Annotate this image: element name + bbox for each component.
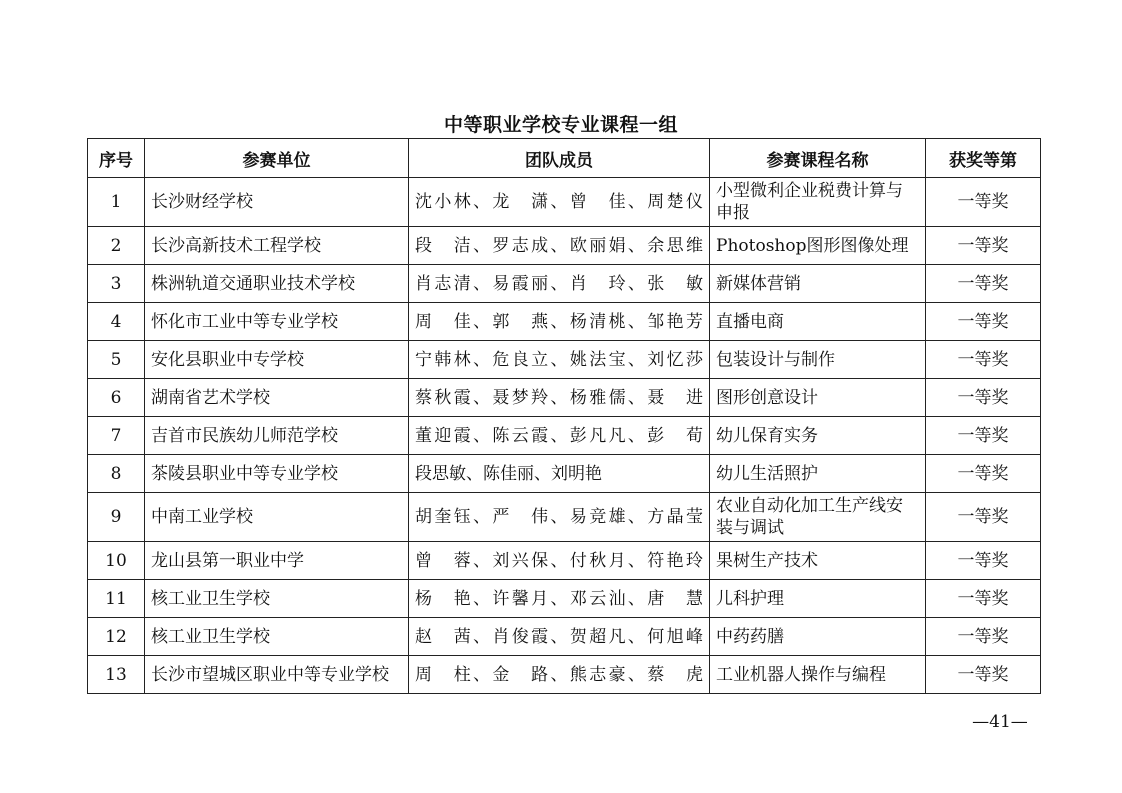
table-row (88, 303, 1041, 341)
cell-award: 一等奖 (926, 227, 1041, 265)
cell-award: 一等奖 (926, 379, 1041, 417)
awards-table (87, 138, 1041, 694)
cell-course: 果树生产技术 (710, 542, 926, 580)
cell-course: 儿科护理 (710, 580, 926, 618)
cell-unit: 核工业卫生学校 (145, 580, 409, 618)
cell-course: 幼儿生活照护 (710, 455, 926, 493)
cell-unit: 长沙财经学校 (145, 178, 409, 227)
cell-team: 赵 茜、肖俊霞、贺超凡、何旭峰 (409, 618, 710, 656)
cell-no: 12 (88, 618, 145, 656)
cell-unit: 茶陵县职业中等专业学校 (145, 455, 409, 493)
cell-course: 包装设计与制作 (710, 341, 926, 379)
cell-award: 一等奖 (926, 303, 1041, 341)
cell-award: 一等奖 (926, 455, 1041, 493)
header-team: 团队成员 (409, 139, 710, 178)
table-row (88, 417, 1041, 455)
cell-team: 肖志清、易霞丽、肖 玲、张 敏 (409, 265, 710, 303)
table-row (88, 542, 1041, 580)
cell-course: 小型微利企业税费计算与申报 (710, 178, 926, 227)
cell-award: 一等奖 (926, 178, 1041, 227)
cell-team: 胡奎钰、严 伟、易竞雄、方晶莹 (409, 493, 710, 542)
cell-no: 1 (88, 178, 145, 227)
cell-award: 一等奖 (926, 618, 1041, 656)
cell-no: 11 (88, 580, 145, 618)
cell-unit: 怀化市工业中等专业学校 (145, 303, 409, 341)
cell-no: 9 (88, 493, 145, 542)
table-header-row (88, 139, 1041, 178)
table-row (88, 455, 1041, 493)
table-row (88, 178, 1041, 227)
cell-course: 农业自动化加工生产线安装与调试 (710, 493, 926, 542)
cell-award: 一等奖 (926, 656, 1041, 694)
table-row (88, 227, 1041, 265)
cell-unit: 长沙市望城区职业中等专业学校 (145, 656, 409, 694)
cell-team: 董迎霞、陈云霞、彭凡凡、彭 荀 (409, 417, 710, 455)
cell-team: 段思敏、陈佳丽、刘明艳 (409, 455, 710, 493)
cell-no: 7 (88, 417, 145, 455)
header-no: 序号 (88, 139, 145, 178)
cell-no: 3 (88, 265, 145, 303)
table-row (88, 656, 1041, 694)
cell-award: 一等奖 (926, 542, 1041, 580)
cell-unit: 龙山县第一职业中学 (145, 542, 409, 580)
cell-course: 幼儿保育实务 (710, 417, 926, 455)
cell-award: 一等奖 (926, 265, 1041, 303)
table-row (88, 493, 1041, 542)
cell-no: 13 (88, 656, 145, 694)
cell-team: 周 柱、金 路、熊志豪、蔡 虎 (409, 656, 710, 694)
table-row (88, 379, 1041, 417)
table-row (88, 618, 1041, 656)
cell-team: 曾 蓉、刘兴保、付秋月、符艳玲 (409, 542, 710, 580)
header-award: 获奖等第 (926, 139, 1041, 178)
page-number: —41— (972, 712, 1028, 732)
cell-unit: 安化县职业中专学校 (145, 341, 409, 379)
cell-unit: 长沙高新技术工程学校 (145, 227, 409, 265)
cell-unit: 株洲轨道交通职业技术学校 (145, 265, 409, 303)
table-row (88, 265, 1041, 303)
cell-no: 6 (88, 379, 145, 417)
cell-team: 周 佳、郭 燕、杨清桃、邹艳芳 (409, 303, 710, 341)
cell-unit: 吉首市民族幼儿师范学校 (145, 417, 409, 455)
cell-team: 蔡秋霞、聂梦羚、杨雅儒、聂 进 (409, 379, 710, 417)
cell-team: 沈小林、龙 潇、曾 佳、周楚仪 (409, 178, 710, 227)
cell-unit: 核工业卫生学校 (145, 618, 409, 656)
cell-team: 段 洁、罗志成、欧丽娟、余思维 (409, 227, 710, 265)
header-unit: 参赛单位 (145, 139, 409, 178)
cell-team: 宁韩林、危良立、姚法宝、刘忆莎 (409, 341, 710, 379)
cell-no: 5 (88, 341, 145, 379)
header-course: 参赛课程名称 (710, 139, 926, 178)
cell-award: 一等奖 (926, 580, 1041, 618)
table-row (88, 580, 1041, 618)
cell-unit: 中南工业学校 (145, 493, 409, 542)
cell-no: 8 (88, 455, 145, 493)
cell-no: 4 (88, 303, 145, 341)
cell-team: 杨 艳、许馨月、邓云汕、唐 慧 (409, 580, 710, 618)
cell-course: 图形创意设计 (710, 379, 926, 417)
page-title: 中等职业学校专业课程一组 (443, 114, 678, 136)
cell-unit: 湖南省艺术学校 (145, 379, 409, 417)
cell-award: 一等奖 (926, 493, 1041, 542)
cell-no: 10 (88, 542, 145, 580)
table-row (88, 341, 1041, 379)
cell-no: 2 (88, 227, 145, 265)
cell-award: 一等奖 (926, 417, 1041, 455)
cell-course: 工业机器人操作与编程 (710, 656, 926, 694)
cell-award: 一等奖 (926, 341, 1041, 379)
cell-course: 直播电商 (710, 303, 926, 341)
cell-course: 中药药膳 (710, 618, 926, 656)
cell-course: 新媒体营销 (710, 265, 926, 303)
cell-course: Photoshop图形图像处理 (710, 227, 926, 265)
